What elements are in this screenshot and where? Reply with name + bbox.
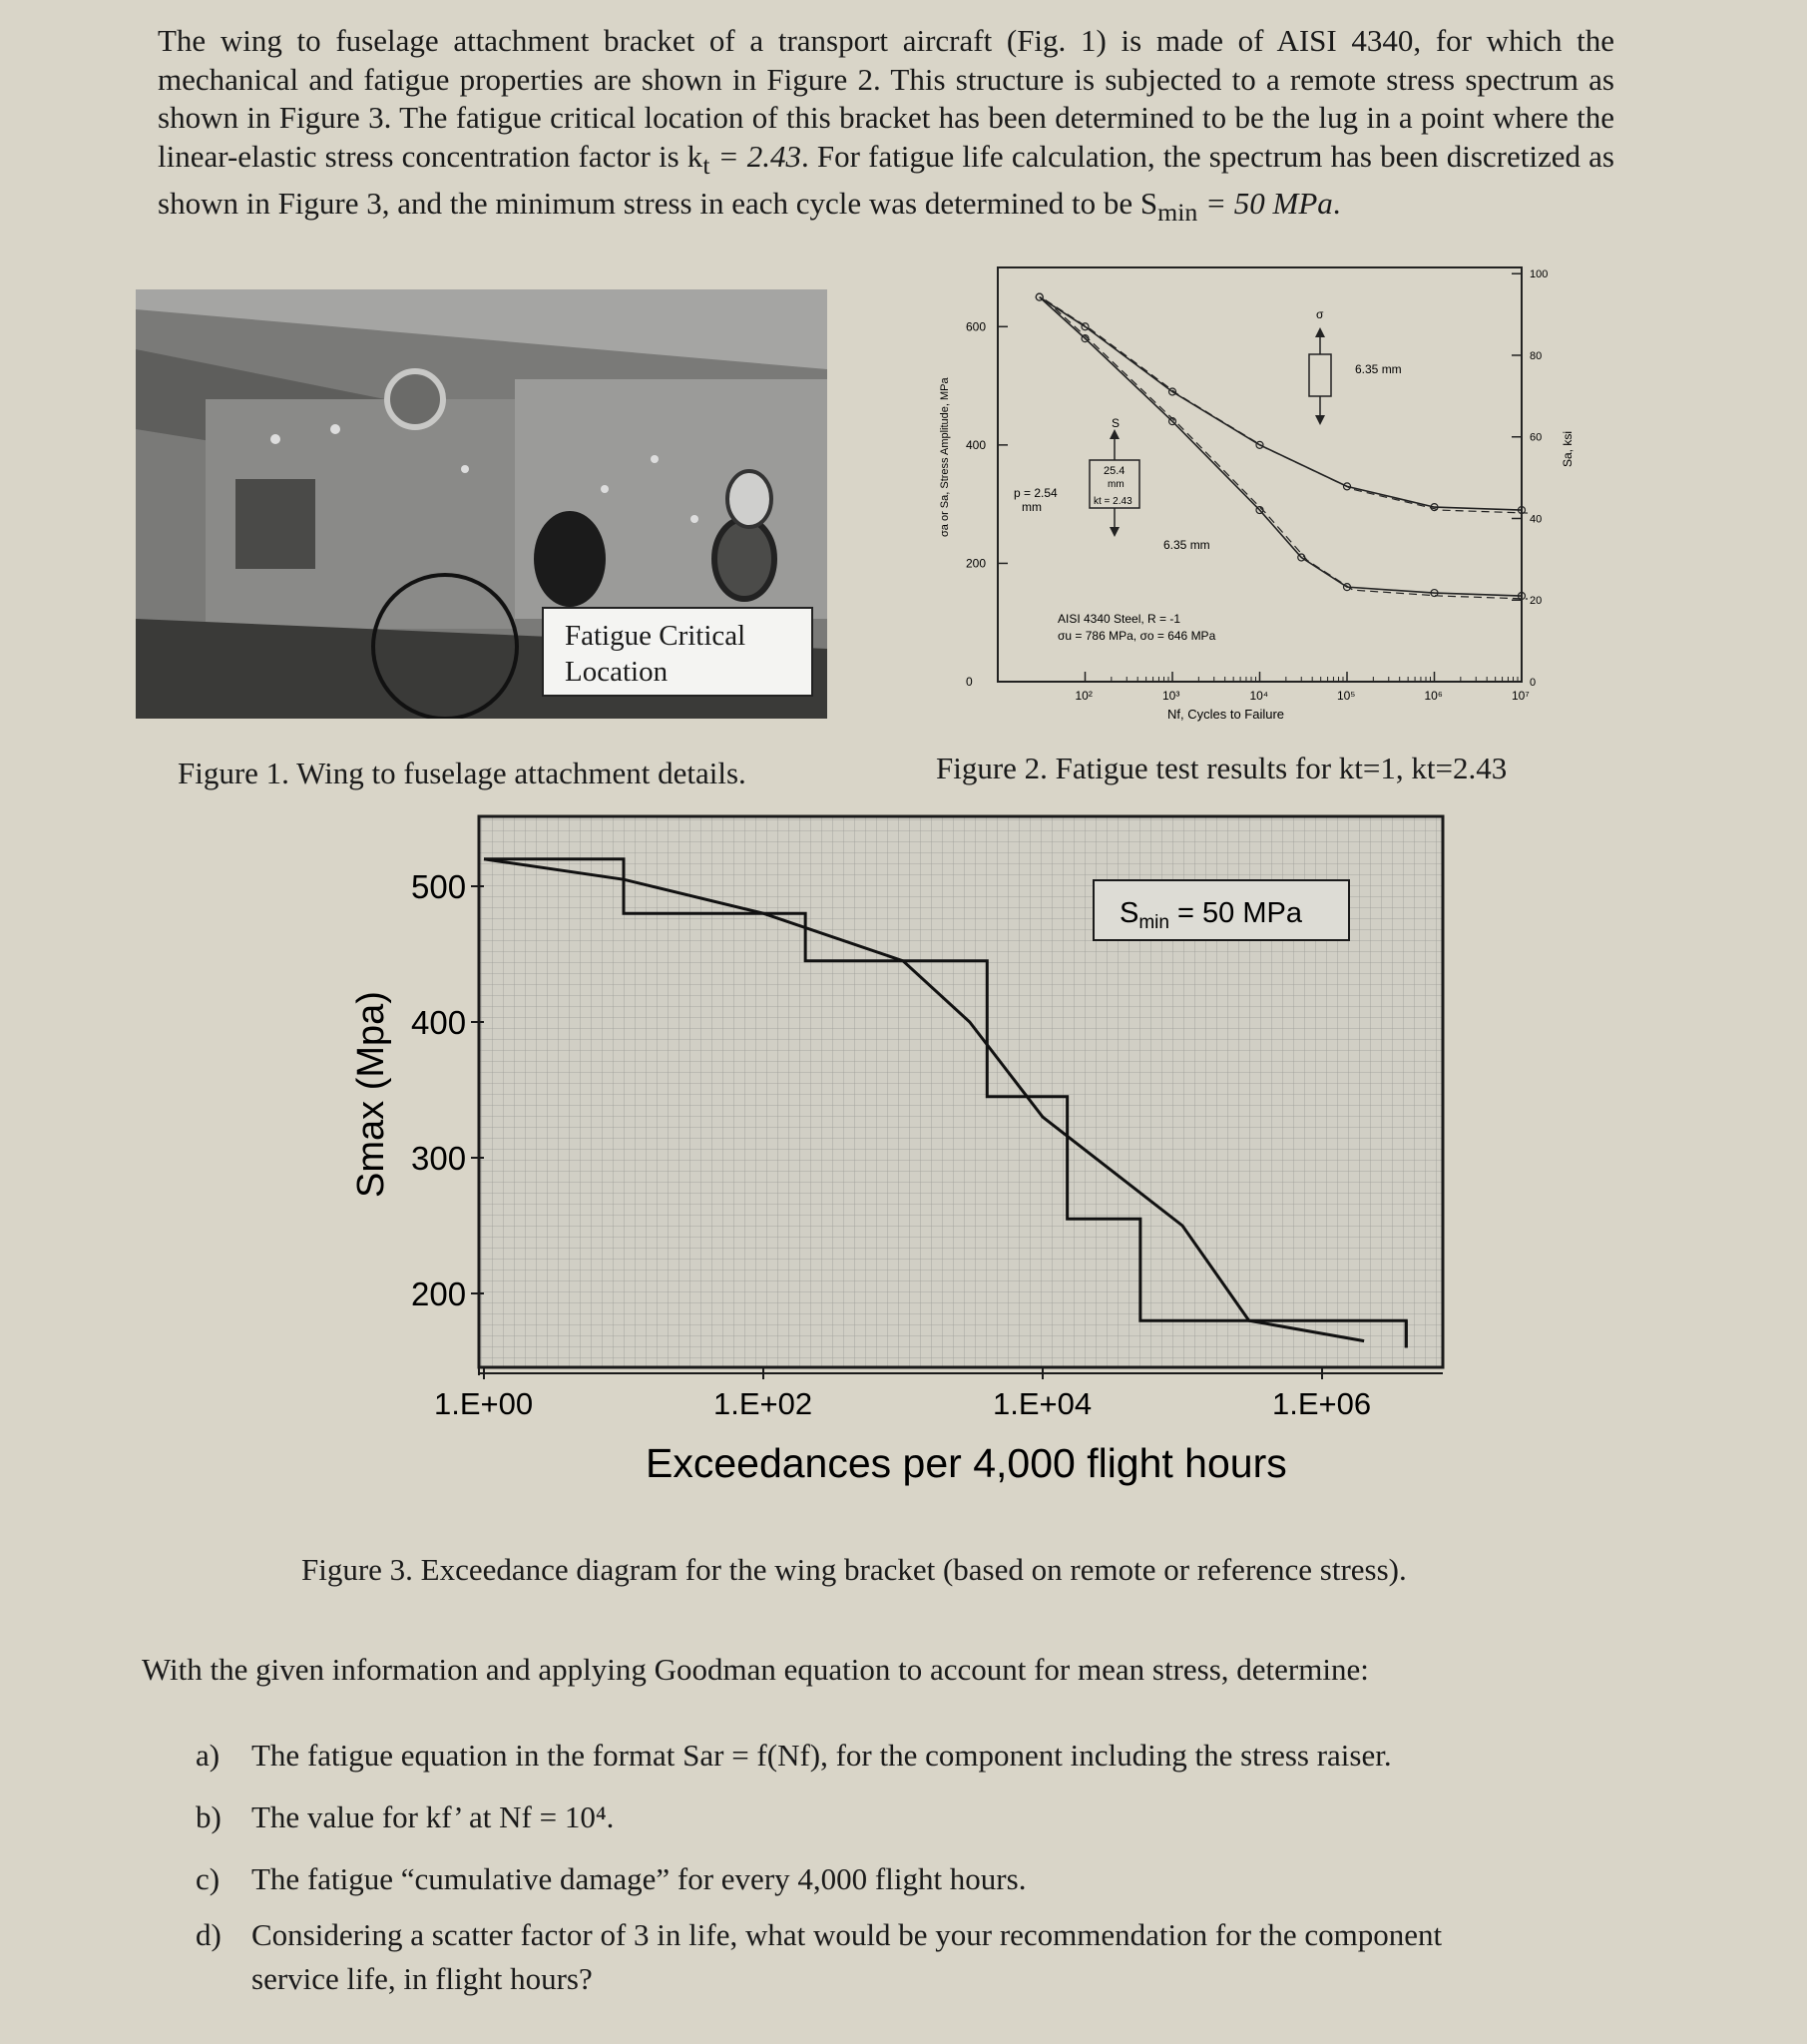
spec2-thickness: 6.35 mm bbox=[1355, 362, 1402, 376]
question-item-c: c) The fatigue “cumulative damage” for every 4,000 flight hours. bbox=[196, 1861, 1027, 1896]
spec1-width-mm: mm bbox=[1108, 479, 1125, 490]
figure3-chart bbox=[349, 808, 1477, 1507]
figure2-xlabel: Nf, Cycles to Failure bbox=[1167, 707, 1285, 722]
question-item-b: b) The value for kf’ at Nf = 10⁴. bbox=[196, 1799, 615, 1834]
spec1-width-label: 25.4 bbox=[1104, 465, 1126, 477]
fatigue-critical-callout bbox=[542, 607, 813, 697]
figure2-series bbox=[1036, 293, 1528, 599]
spec1-p-mm: mm bbox=[1022, 500, 1042, 514]
figure2-chart bbox=[918, 257, 1577, 737]
question-item-a: a) The fatigue equation in the format Sar = f(Nf), for the component including the stress raiser. bbox=[196, 1738, 1392, 1773]
figure2-xtick-label: 10⁶ bbox=[1424, 689, 1443, 703]
intro-paragraph: The wing to fuselage attachment bracket of a transport aircraft (Fig. 1) is made of AISI 4340, for which the mechanical and fatigue properties are shown in Figure 2. This structure is subjected to a remote stress spectrum as shown in Figure 3. The fatigue critical location of this bracket has been determined to be the lug in a point where the linear-elastic stress concentration factor is $k_t = 2.43$. For fatigue life calculation, the spectrum has been discretized as shown in Figure 3, and the minimum stress in each cycle was determined to be $S_{min} = 50$ MPa. bbox=[158, 23, 1614, 228]
figure2-ytick-left-label: 0 bbox=[966, 675, 973, 689]
figure2-point bbox=[1036, 293, 1043, 300]
figure3-ytick-label: 300 bbox=[411, 1140, 467, 1177]
figure3-ytick-label: 200 bbox=[411, 1276, 467, 1312]
figure2-material-2: σu = 786 MPa, σo = 646 MPa bbox=[1058, 629, 1216, 643]
figure3-xtick-label: 1.E+02 bbox=[713, 1386, 813, 1421]
callout-line-2: Location bbox=[565, 656, 669, 688]
figure2-ytick-left-label: 400 bbox=[966, 437, 987, 452]
question-item-d: d) Considering a scatter factor of 3 in life, what would be your recommendation for the component service life, in flight hours? bbox=[196, 1917, 1443, 1996]
figure1-caption: Figure 1. Wing to fuselage attachment details. bbox=[178, 756, 746, 790]
figure3-xtick-label: 1.E+04 bbox=[993, 1386, 1093, 1421]
figure2-series-dashed bbox=[1046, 300, 1528, 599]
figure2-xtick-label: 10⁷ bbox=[1512, 689, 1530, 703]
spec1-s-label: S bbox=[1112, 416, 1121, 430]
question-lead: With the given information and applying Goodman equation to account for mean stress, determine: bbox=[142, 1652, 1369, 1687]
figure3-ylabel: Smax (Mpa) bbox=[350, 991, 392, 1198]
figure2-xtick-label: 10³ bbox=[1162, 689, 1180, 703]
figure2-xtick-label: 10⁴ bbox=[1249, 689, 1269, 703]
figure2-ytick-left-label: 200 bbox=[966, 556, 987, 571]
figure2-caption: Figure 2. Fatigue test results for kt=1, kt=2.43 bbox=[936, 751, 1508, 785]
figure3-legend: $S_{min} = 50$ MPa bbox=[1120, 897, 1302, 933]
figure2-ytick-right-label: 80 bbox=[1530, 349, 1543, 362]
figure3-caption: Figure 3. Exceedance diagram for the wing bracket (based on remote or reference stress). bbox=[301, 1552, 1407, 1587]
figure2-ylabel-left: σa or Sa, Stress Amplitude, MPa bbox=[939, 377, 951, 537]
figure3-xlabel: Exceedances per 4,000 flight hours bbox=[646, 1440, 1287, 1486]
spec1-thickness: 6.35 mm bbox=[1163, 538, 1210, 552]
figure2-ytick-left-label: 600 bbox=[966, 319, 987, 334]
spec2-sigma: σ bbox=[1316, 307, 1324, 321]
figure2-ylabel-right: Sa, ksi bbox=[1561, 430, 1575, 467]
figure2-ytick-right-label: 100 bbox=[1530, 268, 1549, 281]
figure2-series-line bbox=[1040, 297, 1522, 596]
figure3-ytick-label: 400 bbox=[411, 1004, 467, 1041]
figure2-ytick-right-label: 40 bbox=[1530, 513, 1543, 526]
figure3-xtick-label: 1.E+06 bbox=[1272, 1386, 1372, 1421]
figure2-xtick-label: 10⁵ bbox=[1337, 689, 1356, 703]
figure2-xtick-label: 10² bbox=[1075, 689, 1093, 703]
smooth-specimen-sketch bbox=[1309, 307, 1402, 425]
figure2-material-1: AISI 4340 Steel, R = -1 bbox=[1058, 612, 1181, 626]
spec1-kt-label: kt = 2.43 bbox=[1094, 496, 1132, 507]
figure3-ytick-label: 500 bbox=[411, 868, 467, 905]
callout-line-1: Fatigue Critical bbox=[565, 620, 746, 652]
notched-specimen-sketch bbox=[1014, 416, 1210, 552]
spec1-p-label: p = 2.54 bbox=[1014, 486, 1058, 500]
figure2-ytick-right-label: 0 bbox=[1530, 677, 1537, 689]
figure3-xtick-label: 1.E+00 bbox=[434, 1386, 534, 1421]
figure2-ytick-right-label: 60 bbox=[1530, 431, 1543, 444]
problem-statement bbox=[158, 22, 1614, 233]
figure2-ytick-right-label: 20 bbox=[1530, 595, 1543, 608]
